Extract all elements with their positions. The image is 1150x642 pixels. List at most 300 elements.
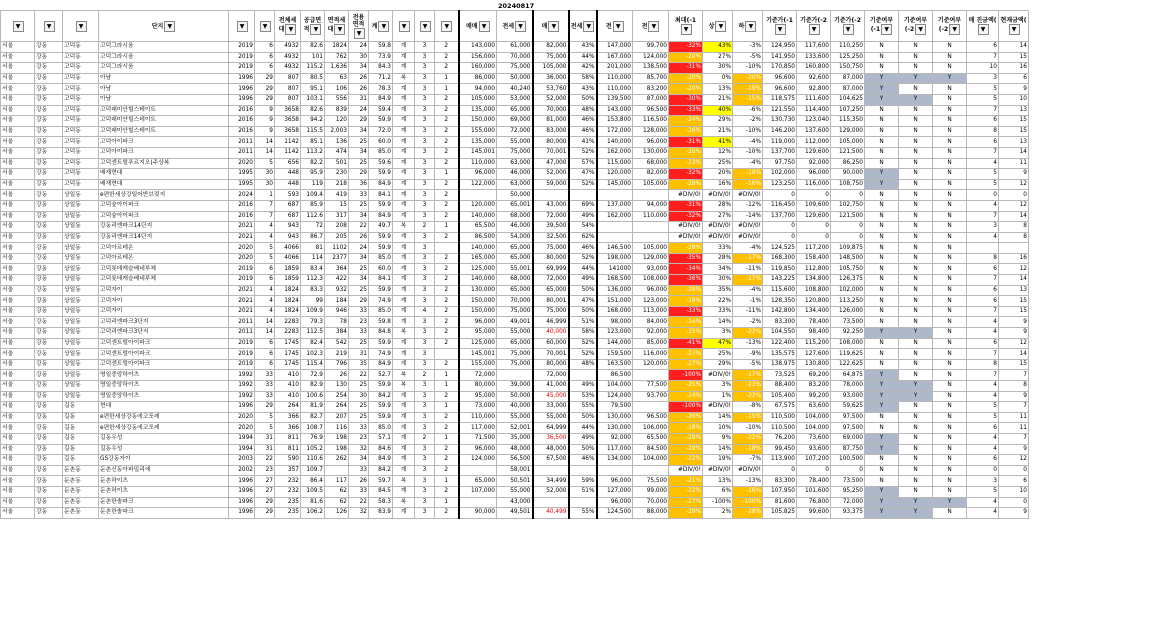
- filter-dropdown-icon[interactable]: ▼: [515, 21, 526, 32]
- table-cell[interactable]: N: [933, 381, 967, 392]
- table-cell[interactable]: 4: [967, 232, 999, 243]
- table-cell[interactable]: 130,800: [797, 359, 831, 370]
- table-cell[interactable]: 124,950: [763, 42, 797, 53]
- table-cell[interactable]: 77,500: [633, 381, 669, 392]
- table-cell[interactable]: 943: [275, 222, 301, 233]
- table-cell[interactable]: 계: [393, 126, 415, 137]
- table-cell[interactable]: 7: [255, 211, 275, 222]
- table-cell[interactable]: 34: [349, 211, 369, 222]
- table-cell[interactable]: 5: [967, 179, 999, 190]
- table-cell[interactable]: 5: [255, 158, 275, 169]
- table-cell[interactable]: 둔촌하이츠: [99, 476, 229, 487]
- table-cell[interactable]: 1142: [275, 137, 301, 148]
- table-cell[interactable]: 서울: [1, 264, 35, 275]
- table-cell[interactable]: 고덕리엔파크3단지: [99, 317, 229, 328]
- table-cell[interactable]: 167,000: [597, 52, 633, 63]
- table-cell[interactable]: 117,600: [797, 42, 831, 53]
- table-cell[interactable]: 서울: [1, 381, 35, 392]
- table-cell[interactable]: 63: [325, 73, 349, 84]
- table-cell[interactable]: -20%: [733, 73, 763, 84]
- table-cell[interactable]: 3: [967, 73, 999, 84]
- table-cell[interactable]: 78,400: [797, 317, 831, 328]
- table-cell[interactable]: 길동: [63, 455, 99, 466]
- table-cell[interactable]: 3: [415, 296, 435, 307]
- table-cell[interactable]: N: [933, 94, 967, 105]
- table-cell[interactable]: 69,000: [497, 116, 533, 127]
- table-cell[interactable]: 811: [275, 433, 301, 444]
- table-cell[interactable]: 6: [967, 42, 999, 53]
- table-cell[interactable]: 29: [255, 94, 275, 105]
- table-cell[interactable]: 4: [967, 391, 999, 402]
- filter-dropdown-icon[interactable]: ▼: [420, 21, 431, 32]
- table-cell[interactable]: 58%: [569, 328, 597, 339]
- table-cell[interactable]: 90,000: [459, 508, 497, 519]
- table-cell[interactable]: 47,000: [533, 158, 569, 169]
- table-cell[interactable]: 94,000: [459, 84, 497, 95]
- table-cell[interactable]: 70,000: [497, 296, 533, 307]
- table-cell[interactable]: 139,500: [597, 94, 633, 105]
- table-cell[interactable]: 2: [435, 105, 459, 116]
- table-cell[interactable]: 384: [325, 328, 349, 339]
- table-cell[interactable]: 115.5: [301, 126, 325, 137]
- table-cell[interactable]: 1: [435, 433, 459, 444]
- table-cell[interactable]: 2011: [229, 147, 255, 158]
- table-cell[interactable]: 길동: [63, 423, 99, 434]
- table-cell[interactable]: N: [865, 349, 899, 360]
- table-cell[interactable]: 강동: [35, 94, 63, 105]
- table-cell[interactable]: 14: [255, 147, 275, 158]
- table-cell[interactable]: 105,000: [633, 179, 669, 190]
- table-cell[interactable]: N: [865, 232, 899, 243]
- table-cell[interactable]: 58,001: [497, 465, 533, 476]
- table-cell[interactable]: 2019: [229, 63, 255, 74]
- filter-dropdown-icon[interactable]: ▼: [978, 24, 989, 35]
- table-cell[interactable]: 73,525: [763, 370, 797, 381]
- table-cell[interactable]: 33: [349, 306, 369, 317]
- table-cell[interactable]: 5: [967, 402, 999, 413]
- table-cell[interactable]: N: [933, 317, 967, 328]
- table-cell[interactable]: 146,500: [597, 243, 633, 254]
- table-cell[interactable]: N: [899, 486, 933, 497]
- table-cell[interactable]: -29%: [669, 508, 703, 519]
- table-cell[interactable]: 85,700: [633, 73, 669, 84]
- table-cell[interactable]: 5: [255, 253, 275, 264]
- table-cell[interactable]: N: [933, 285, 967, 296]
- filter-dropdown-icon[interactable]: ▼: [13, 21, 24, 32]
- table-cell[interactable]: 137,700: [763, 211, 797, 222]
- table-cell[interactable]: Y: [865, 391, 899, 402]
- table-cell[interactable]: -18%: [733, 444, 763, 455]
- table-cell[interactable]: N: [865, 338, 899, 349]
- table-cell[interactable]: 96,000: [597, 497, 633, 508]
- filter-dropdown-icon[interactable]: ▼: [441, 21, 452, 32]
- table-cell[interactable]: 계: [393, 412, 415, 423]
- table-cell[interactable]: 81.9: [301, 402, 325, 413]
- table-cell[interactable]: 고덕동: [63, 94, 99, 105]
- table-cell[interactable]: 80.5: [301, 73, 325, 84]
- table-cell[interactable]: 50,000: [497, 190, 533, 201]
- table-cell[interactable]: 134,000: [597, 455, 633, 466]
- table-cell[interactable]: 2: [435, 253, 459, 264]
- table-cell[interactable]: 61,000: [497, 42, 533, 53]
- table-cell[interactable]: 120,000: [633, 359, 669, 370]
- table-cell[interactable]: Y: [865, 84, 899, 95]
- table-cell[interactable]: 3: [415, 349, 435, 360]
- table-cell[interactable]: 65,500: [459, 222, 497, 233]
- table-cell[interactable]: 84.9: [369, 179, 393, 190]
- table-cell[interactable]: 강동리엔파크14단지: [99, 222, 229, 233]
- table-cell[interactable]: 22: [349, 497, 369, 508]
- table-cell[interactable]: -27%: [669, 497, 703, 508]
- table-cell[interactable]: 70,000: [533, 105, 569, 116]
- table-cell[interactable]: 105,000: [459, 94, 497, 105]
- table-cell[interactable]: N: [865, 190, 899, 201]
- table-cell[interactable]: N: [899, 126, 933, 137]
- table-cell[interactable]: 150,750: [831, 63, 865, 74]
- table-cell[interactable]: [633, 222, 669, 233]
- table-cell[interactable]: 계: [393, 190, 415, 201]
- filter-dropdown-icon[interactable]: ▼: [681, 24, 692, 35]
- table-cell[interactable]: 82,000: [533, 42, 569, 53]
- table-cell[interactable]: 113,250: [831, 296, 865, 307]
- table-cell[interactable]: 105,825: [763, 508, 797, 519]
- table-cell[interactable]: N: [899, 211, 933, 222]
- table-cell[interactable]: 6: [967, 285, 999, 296]
- table-cell[interactable]: 34: [349, 455, 369, 466]
- table-cell[interactable]: 54%: [569, 222, 597, 233]
- table-cell[interactable]: 56,500: [497, 455, 533, 466]
- table-cell[interactable]: 복: [393, 497, 415, 508]
- table-cell[interactable]: 93,375: [831, 508, 865, 519]
- table-cell[interactable]: 상일동: [63, 317, 99, 328]
- table-cell[interactable]: 135,000: [459, 137, 497, 148]
- table-cell[interactable]: 복: [393, 328, 415, 339]
- table-cell[interactable]: 12%: [703, 147, 733, 158]
- table-cell[interactable]: 11: [999, 412, 1029, 423]
- table-cell[interactable]: 상일동: [63, 306, 99, 317]
- table-cell[interactable]: 고덕자이: [99, 296, 229, 307]
- table-cell[interactable]: 12: [999, 338, 1029, 349]
- table-cell[interactable]: 168,000: [597, 306, 633, 317]
- table-cell[interactable]: 강동: [35, 285, 63, 296]
- table-cell[interactable]: -28%: [733, 508, 763, 519]
- table-cell[interactable]: 계: [393, 232, 415, 243]
- table-cell[interactable]: 104,000: [597, 381, 633, 392]
- table-cell[interactable]: 2: [435, 508, 459, 519]
- table-cell[interactable]: 92,000: [797, 158, 831, 169]
- table-cell[interactable]: 1: [435, 222, 459, 233]
- table-cell[interactable]: N: [933, 222, 967, 233]
- table-cell[interactable]: 5: [967, 84, 999, 95]
- table-cell[interactable]: 125,000: [459, 264, 497, 275]
- table-cell[interactable]: 서울: [1, 94, 35, 105]
- table-cell[interactable]: 59.9: [369, 338, 393, 349]
- table-cell[interactable]: 강동: [35, 433, 63, 444]
- table-cell[interactable]: [597, 222, 633, 233]
- table-cell[interactable]: [497, 370, 533, 381]
- table-cell[interactable]: Y: [899, 94, 933, 105]
- table-cell[interactable]: 0: [999, 190, 1029, 201]
- table-cell[interactable]: 14: [999, 147, 1029, 158]
- table-cell[interactable]: 60.0: [369, 137, 393, 148]
- table-cell[interactable]: 43,000: [533, 200, 569, 211]
- table-cell[interactable]: 1824: [325, 42, 349, 53]
- table-cell[interactable]: 고덕동: [63, 105, 99, 116]
- table-cell[interactable]: 84.6: [369, 444, 393, 455]
- table-cell[interactable]: 49%: [569, 275, 597, 286]
- table-cell[interactable]: 2021: [229, 306, 255, 317]
- table-cell[interactable]: 강동: [35, 486, 63, 497]
- table-cell[interactable]: 1: [435, 476, 459, 487]
- table-cell[interactable]: 85.9: [301, 200, 325, 211]
- table-cell[interactable]: -25%: [669, 381, 703, 392]
- table-cell[interactable]: 고덕아이파크: [99, 137, 229, 148]
- table-cell[interactable]: 서울: [1, 455, 35, 466]
- table-cell[interactable]: -31%: [669, 137, 703, 148]
- table-cell[interactable]: 서울: [1, 105, 35, 116]
- table-cell[interactable]: 25: [349, 381, 369, 392]
- table-cell[interactable]: 120: [325, 116, 349, 127]
- filter-dropdown-icon[interactable]: ▼: [949, 24, 960, 35]
- table-cell[interactable]: -33%: [669, 105, 703, 116]
- table-cell[interactable]: 계: [393, 94, 415, 105]
- table-cell[interactable]: 35%: [703, 285, 733, 296]
- table-cell[interactable]: -4%: [733, 285, 763, 296]
- table-cell[interactable]: 83.9: [369, 508, 393, 519]
- table-cell[interactable]: 162,000: [597, 147, 633, 158]
- table-cell[interactable]: 155,000: [459, 359, 497, 370]
- table-cell[interactable]: -29%: [669, 433, 703, 444]
- table-cell[interactable]: 44%: [569, 264, 597, 275]
- table-cell[interactable]: 92,000: [597, 433, 633, 444]
- table-cell[interactable]: 40,000: [533, 328, 569, 339]
- table-cell[interactable]: 계: [393, 508, 415, 519]
- table-cell[interactable]: 13: [999, 137, 1029, 148]
- table-cell[interactable]: 55%: [569, 508, 597, 519]
- table-cell[interactable]: 99,600: [797, 508, 831, 519]
- table-cell[interactable]: 128,000: [633, 126, 669, 137]
- table-cell[interactable]: 서울: [1, 84, 35, 95]
- table-cell[interactable]: 69,000: [831, 433, 865, 444]
- table-cell[interactable]: 72.0: [369, 126, 393, 137]
- filter-dropdown-icon[interactable]: ▼: [479, 21, 490, 32]
- table-cell[interactable]: 고덕래미안힐스테이트: [99, 126, 229, 137]
- table-cell[interactable]: 110.6: [301, 455, 325, 466]
- table-cell[interactable]: 75,000: [533, 243, 569, 254]
- table-cell[interactable]: 95.1: [301, 84, 325, 95]
- table-cell[interactable]: 강동: [35, 359, 63, 370]
- table-cell[interactable]: 상일동: [63, 370, 99, 381]
- table-cell[interactable]: 7: [999, 370, 1029, 381]
- table-cell[interactable]: 2011: [229, 328, 255, 339]
- table-cell[interactable]: -23%: [733, 328, 763, 339]
- table-cell[interactable]: 31: [255, 444, 275, 455]
- table-cell[interactable]: 81,600: [763, 497, 797, 508]
- table-cell[interactable]: 복: [393, 381, 415, 392]
- table-cell[interactable]: 둔촌동: [63, 465, 99, 476]
- table-cell[interactable]: 130,000: [597, 423, 633, 434]
- table-cell[interactable]: N: [933, 391, 967, 402]
- table-cell[interactable]: 69,999: [533, 264, 569, 275]
- table-cell[interactable]: 길동: [63, 444, 99, 455]
- table-cell[interactable]: 262: [325, 455, 349, 466]
- table-cell[interactable]: Y: [865, 444, 899, 455]
- table-cell[interactable]: 서울: [1, 412, 35, 423]
- table-cell[interactable]: [569, 497, 597, 508]
- table-cell[interactable]: -8%: [733, 402, 763, 413]
- table-cell[interactable]: N: [899, 200, 933, 211]
- table-cell[interactable]: 123,250: [763, 179, 797, 190]
- table-cell[interactable]: 59.9: [369, 243, 393, 254]
- table-cell[interactable]: 366: [275, 423, 301, 434]
- table-cell[interactable]: 59.9: [369, 232, 393, 243]
- table-cell[interactable]: 6: [967, 338, 999, 349]
- table-cell[interactable]: 30: [255, 179, 275, 190]
- table-cell[interactable]: N: [899, 465, 933, 476]
- table-cell[interactable]: 33: [349, 423, 369, 434]
- table-cell[interactable]: 0: [763, 465, 797, 476]
- table-cell[interactable]: N: [899, 105, 933, 116]
- table-cell[interactable]: 16: [999, 253, 1029, 264]
- table-cell[interactable]: 2: [435, 94, 459, 105]
- table-cell[interactable]: [569, 465, 597, 476]
- table-cell[interactable]: N: [899, 402, 933, 413]
- table-cell[interactable]: 145,001: [459, 147, 497, 158]
- table-cell[interactable]: 서울: [1, 486, 35, 497]
- table-cell[interactable]: -15%: [733, 94, 763, 105]
- table-cell[interactable]: 33,000: [533, 402, 569, 413]
- table-cell[interactable]: 105,000: [633, 243, 669, 254]
- table-cell[interactable]: 52,000: [533, 94, 569, 105]
- table-cell[interactable]: 20%: [703, 169, 733, 180]
- table-cell[interactable]: 108,750: [831, 179, 865, 190]
- table-cell[interactable]: 고덕동: [63, 73, 99, 84]
- table-cell[interactable]: 113,900: [763, 455, 797, 466]
- table-cell[interactable]: 126,000: [831, 306, 865, 317]
- table-cell[interactable]: 93,700: [633, 391, 669, 402]
- table-cell[interactable]: 3: [967, 222, 999, 233]
- table-cell[interactable]: [459, 497, 497, 508]
- table-cell[interactable]: N: [865, 200, 899, 211]
- filter-dropdown-icon[interactable]: ▼: [237, 21, 248, 32]
- table-cell[interactable]: 58.3: [369, 497, 393, 508]
- table-cell[interactable]: 120,800: [797, 296, 831, 307]
- table-cell[interactable]: 33: [255, 381, 275, 392]
- table-cell[interactable]: -100%: [669, 370, 703, 381]
- table-cell[interactable]: -11%: [733, 264, 763, 275]
- table-cell[interactable]: 32: [349, 508, 369, 519]
- table-cell[interactable]: 27%: [703, 52, 733, 63]
- table-cell[interactable]: 4: [967, 317, 999, 328]
- table-cell[interactable]: 강동: [35, 126, 63, 137]
- table-cell[interactable]: 87,750: [831, 444, 865, 455]
- table-cell[interactable]: 59.9: [369, 169, 393, 180]
- table-cell[interactable]: 계: [393, 105, 415, 116]
- table-cell[interactable]: 10: [999, 486, 1029, 497]
- table-cell[interactable]: 계: [393, 455, 415, 466]
- table-cell[interactable]: 59.9: [369, 381, 393, 392]
- table-cell[interactable]: 28%: [703, 253, 733, 264]
- filter-dropdown-icon[interactable]: ▼: [915, 24, 926, 35]
- table-cell[interactable]: 3: [415, 169, 435, 180]
- table-cell[interactable]: 80,000: [459, 381, 497, 392]
- table-cell[interactable]: 67,575: [763, 402, 797, 413]
- table-cell[interactable]: 4: [415, 306, 435, 317]
- table-cell[interactable]: 계: [393, 179, 415, 190]
- table-cell[interactable]: N: [899, 444, 933, 455]
- table-cell[interactable]: 208: [325, 222, 349, 233]
- table-cell[interactable]: 59.7: [369, 476, 393, 487]
- table-cell[interactable]: 2: [435, 179, 459, 190]
- table-cell[interactable]: 1994: [229, 444, 255, 455]
- table-cell[interactable]: 36,500: [533, 433, 569, 444]
- table-cell[interactable]: -10%: [733, 126, 763, 137]
- table-cell[interactable]: 130,000: [597, 412, 633, 423]
- table-cell[interactable]: 서울: [1, 508, 35, 519]
- table-cell[interactable]: 129,000: [831, 126, 865, 137]
- table-cell[interactable]: 4: [967, 508, 999, 519]
- table-cell[interactable]: 4: [967, 433, 999, 444]
- table-cell[interactable]: 2019: [229, 338, 255, 349]
- table-cell[interactable]: 7: [999, 402, 1029, 413]
- table-cell[interactable]: 124,500: [597, 508, 633, 519]
- table-cell[interactable]: 117,000: [459, 423, 497, 434]
- table-cell[interactable]: 115,600: [763, 285, 797, 296]
- table-cell[interactable]: 3: [415, 126, 435, 137]
- table-cell[interactable]: #DIV/0!: [669, 190, 703, 201]
- table-cell[interactable]: 52%: [569, 338, 597, 349]
- table-cell[interactable]: 복: [393, 222, 415, 233]
- table-cell[interactable]: 고덕동: [63, 84, 99, 95]
- table-cell[interactable]: 27%: [703, 211, 733, 222]
- table-cell[interactable]: 15: [999, 296, 1029, 307]
- table-cell[interactable]: N: [933, 253, 967, 264]
- table-cell[interactable]: 65,500: [633, 433, 669, 444]
- table-cell[interactable]: 강동리엔파크14단지: [99, 232, 229, 243]
- table-cell[interactable]: 서울: [1, 137, 35, 148]
- table-cell[interactable]: 26: [349, 232, 369, 243]
- table-cell[interactable]: 76,800: [797, 497, 831, 508]
- table-cell[interactable]: 121,550: [763, 105, 797, 116]
- table-cell[interactable]: N: [933, 116, 967, 127]
- table-cell[interactable]: 78,400: [797, 476, 831, 487]
- table-cell[interactable]: -100%: [669, 402, 703, 413]
- table-cell[interactable]: 80,000: [533, 359, 569, 370]
- table-cell[interactable]: -10%: [733, 147, 763, 158]
- table-cell[interactable]: 9: [999, 391, 1029, 402]
- table-cell[interactable]: 0: [797, 465, 831, 476]
- table-cell[interactable]: 235: [275, 508, 301, 519]
- table-cell[interactable]: 26: [325, 370, 349, 381]
- table-cell[interactable]: 59.6: [369, 158, 393, 169]
- table-cell[interactable]: N: [933, 486, 967, 497]
- table-cell[interactable]: 2: [435, 455, 459, 466]
- filter-dropdown-icon[interactable]: ▼: [809, 24, 820, 35]
- table-cell[interactable]: 52%: [569, 253, 597, 264]
- table-cell[interactable]: 158,400: [797, 253, 831, 264]
- table-cell[interactable]: 4: [967, 200, 999, 211]
- table-cell[interactable]: 5: [255, 412, 275, 423]
- table-cell[interactable]: 137,700: [763, 147, 797, 158]
- table-cell[interactable]: N: [899, 317, 933, 328]
- table-cell[interactable]: 184: [325, 296, 349, 307]
- table-cell[interactable]: 서울: [1, 169, 35, 180]
- table-cell[interactable]: 136: [325, 137, 349, 148]
- table-cell[interactable]: 95,250: [831, 486, 865, 497]
- table-cell[interactable]: 3: [415, 253, 435, 264]
- table-cell[interactable]: 112,800: [797, 264, 831, 275]
- table-cell[interactable]: -23%: [669, 158, 703, 169]
